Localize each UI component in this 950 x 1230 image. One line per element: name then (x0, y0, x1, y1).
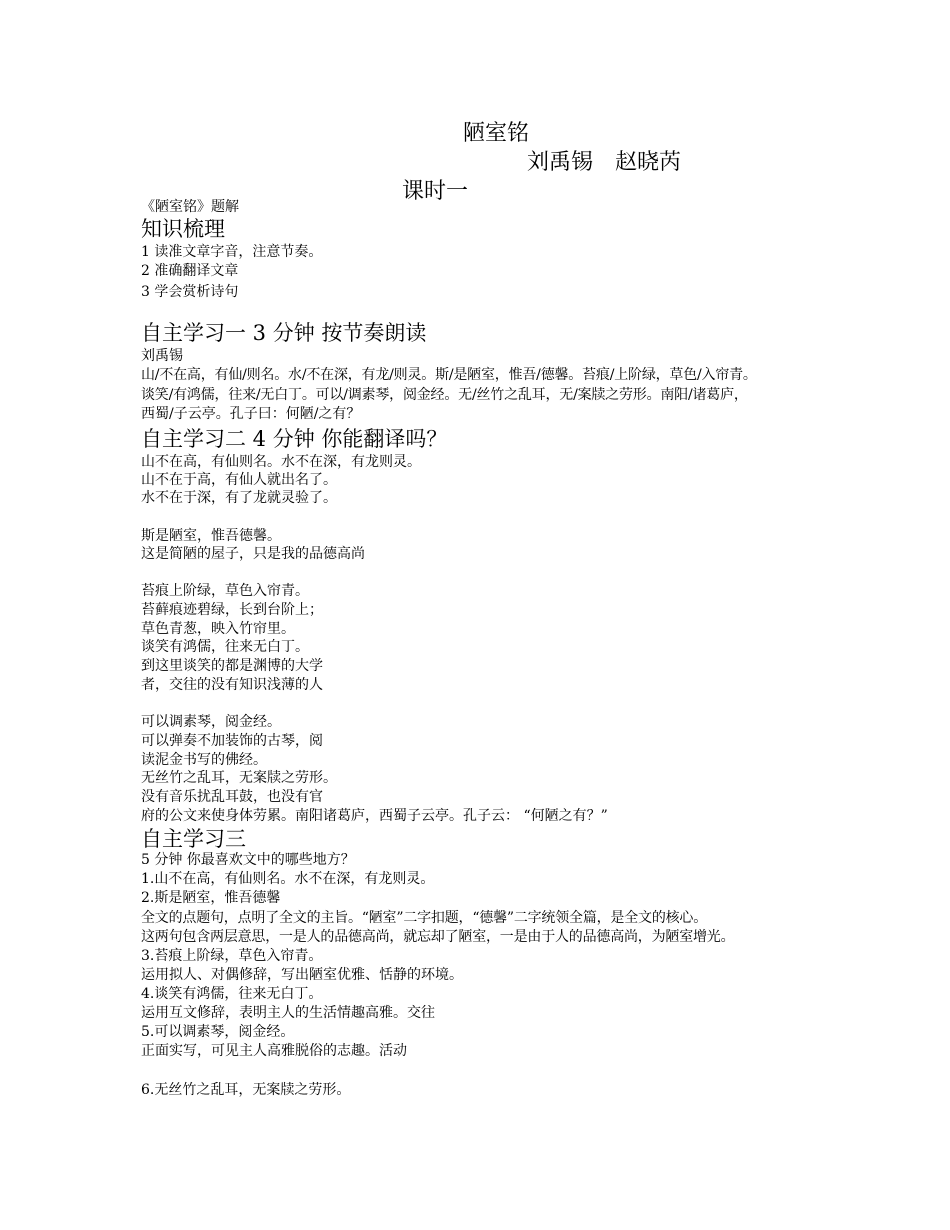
lesson-heading: 课时一 (402, 179, 469, 204)
text-line: 山/不在高，有仙/则名。水/不在深，有龙/则灵。斯/是陋室，惟吾/德馨。苔痕/上阶绿，草色/入帘青。 (141, 367, 757, 383)
text-line: 没有音乐扰乱耳鼓，也没有官 (141, 789, 323, 805)
text-line: 苔痕上阶绿，草色入帘青。 (141, 583, 309, 599)
text-line: 斯是陋室，惟吾德馨。 (141, 528, 281, 544)
text-line: 5.可以调素琴，阅金经。 (141, 1024, 295, 1040)
text-line: 刘禹锡 (141, 348, 183, 364)
text-line: 6.无丝竹之乱耳，无案牍之劳形。 (141, 1082, 351, 1098)
text-line: 谈笑有鸿儒，往来无白丁。 (141, 639, 309, 655)
text-line: 可以弹奏不加装饰的古琴，阅 (141, 733, 323, 749)
text-line: 2 准确翻译文章 (141, 263, 239, 279)
text-line: 可以调素琴，阅金经。 (141, 714, 281, 730)
section-heading: 自主学习三 (141, 827, 246, 851)
text-line: 正面实写，可见主人高雅脱俗的志趣。活动 (141, 1043, 407, 1059)
text-line: 2.斯是陋室，惟吾德馨 (141, 890, 281, 906)
text-line: 运用拟人、对偶修辞，写出陋室优雅、恬静的环境。 (141, 967, 463, 983)
text-line: 无丝竹之乱耳，无案牍之劳形。 (141, 770, 337, 786)
section-heading: 自主学习二 4 分钟 你能翻译吗？ (141, 427, 448, 451)
text-line: 1 读准文章字音，注意节奏。 (141, 244, 323, 260)
text-line: 这两句包含两层意思，一是人的品德高尚，就忘却了陋室，一是由于人的品德高尚，为陋室增光。 (141, 929, 735, 945)
section-label: 《陋室铭》题解 (141, 199, 239, 215)
text-line: 者，交往的没有知识浅薄的人 (141, 677, 323, 693)
text-line: 谈笑/有鸿儒，往来/无白丁。可以/调素琴，阅金经。无/丝竹之乱耳，无/案牍之劳形。南阳/诸葛庐， (141, 387, 748, 403)
section-heading: 知识梳理 (141, 217, 225, 241)
text-line: 西蜀/子云亭。孔子曰：何陋/之有？ (141, 406, 361, 422)
text-line: 水不在于深，有了龙就灵验了。 (141, 490, 337, 506)
doc-title: 陋室铭 (463, 121, 530, 146)
text-line: 草色青葱，映入竹帘里。 (141, 621, 295, 637)
text-line: 运用互文修辞，表明主人的生活情趣高雅。交往 (141, 1005, 435, 1021)
doc-author: 刘禹锡 赵晓芮 (527, 150, 682, 175)
text-line: 府的公文来使身体劳累。南阳诸葛庐，西蜀子云亭。孔子云： “何陋之有？” (141, 808, 608, 824)
text-line: 5 分钟 你最喜欢文中的哪些地方？ (141, 852, 355, 868)
text-line: 读泥金书写的佛经。 (141, 752, 267, 768)
text-line: 1.山不在高，有仙则名。水不在深，有龙则灵。 (141, 871, 435, 887)
text-line: 这是简陋的屋子，只是我的品德高尚 (141, 546, 365, 562)
text-line: 全文的点题句，点明了全文的主旨。“陋室”二字扣题，“德馨”二字统领全篇，是全文的核心。 (141, 910, 708, 926)
text-line: 3 学会赏析诗句 (141, 284, 239, 300)
text-line: 到这里谈笑的都是渊博的大学 (141, 658, 323, 674)
text-line: 山不在于高，有仙人就出名了。 (141, 472, 337, 488)
section-heading: 自主学习一 3 分钟 按节奏朗读 (141, 321, 427, 345)
text-line: 4.谈笑有鸿儒，往来无白丁。 (141, 986, 323, 1002)
text-line: 山不在高，有仙则名。水不在深，有龙则灵。 (141, 454, 421, 470)
text-line: 3.苔痕上阶绿，草色入帘青。 (141, 948, 323, 964)
text-line: 苔藓痕迹碧绿，长到台阶上； (141, 602, 323, 618)
